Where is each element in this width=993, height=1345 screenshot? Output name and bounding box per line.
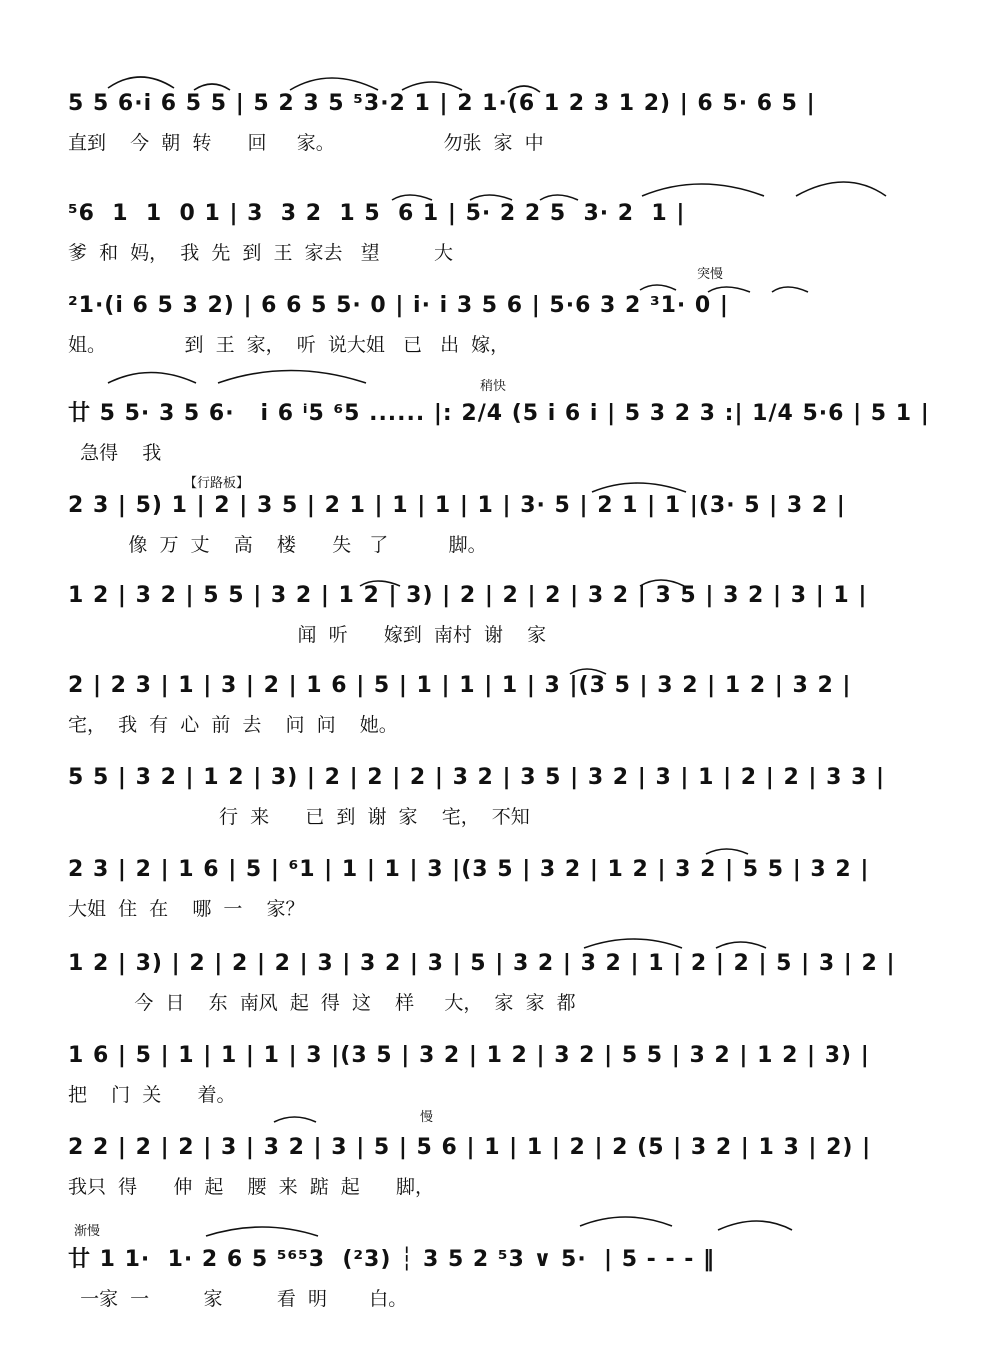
score-line: [68, 84, 918, 172]
lyrics-line: 急得 我: [68, 442, 162, 464]
lyrics-line: 姐。 到 王 家， 听 说大姐 已 出 嫁，: [68, 334, 510, 356]
score-line: [68, 1128, 918, 1216]
notation-line: 廿 1 1· 1· 2 6 5 ⁵⁶⁵3 (²3) ┆ 3 5 2 ⁵3 ∨ 5· | 5 - - - ‖: [68, 1247, 716, 1272]
lyrics-line: 直到 今 朝 转 回 家。 勿张 家 中: [68, 132, 544, 154]
score-line: [68, 1240, 918, 1328]
score-line: [68, 944, 918, 1032]
lyrics-line: 今 日 东 南风 起 得 这 样 大， 家 家 都: [68, 992, 576, 1014]
notation-line: 廿 5 5· 3 5 6· i 6 ⁱ5 ⁶5 ...... |: 2/4 (5 i 6 i | 5 3 2 3 :| 1/4 5·6 | 5 1 |: [68, 401, 930, 426]
tempo-mark-slow: 慢: [420, 1110, 434, 1125]
score-line: [68, 758, 918, 846]
notation-line: 5 5 | 3 2 | 1 2 | 3) | 2 | 2 | 2 | 3 2 | 3 5 | 3 2 | 3 | 1 | 2 | 2 | 3 3 |: [68, 765, 886, 790]
score-line: [68, 486, 918, 574]
score-line: [68, 666, 918, 754]
lyrics-line: 行 来 已 到 谢 家 宅， 不知: [68, 806, 530, 828]
notation-line: 1 2 | 3 2 | 5 5 | 3 2 | 1 2 | 3) | 2 | 2 | 2 | 3 2 | 3 5 | 3 2 | 3 | 1 |: [68, 583, 868, 608]
score-line: [68, 394, 930, 482]
lyrics-line: 闻 听 嫁到 南村 谢 家: [68, 624, 547, 646]
lyrics-line: 大姐 住 在 哪 一 家？: [68, 898, 305, 920]
lyrics-line: 一家 一 家 看 明 白。: [68, 1288, 408, 1310]
lyrics-line: 把 门 关 着。: [68, 1084, 236, 1106]
notation-line: ⁵6 1 1 0 1 | 3 3 2 1 5 6 1 | 5· 2 2 5 3· 2 1 |: [68, 201, 686, 226]
notation-line: 2 2 | 2 | 2 | 3 | 3 2 | 3 | 5 | 5 6 | 1 | 1 | 2 | 2 (5 | 3 2 | 1 3 | 2) |: [68, 1135, 872, 1160]
score-line: [68, 286, 918, 374]
score-line: [68, 850, 918, 938]
score-line: [68, 194, 918, 282]
notation-line: 2 3 | 2 | 1 6 | 5 | ⁶1 | 1 | 1 | 3 |(3 5 | 3 2 | 1 2 | 3 2 | 5 5 | 3 2 |: [68, 857, 870, 882]
notation-line: 1 6 | 5 | 1 | 1 | 1 | 3 |(3 5 | 3 2 | 1 2 | 3 2 | 5 5 | 3 2 | 1 2 | 3) |: [68, 1043, 870, 1068]
score-line: [68, 1036, 918, 1124]
notation-line: 5 5 6·i 6 5 5 | 5 2 3 5 ⁵3·2 1 | 2 1·(6 1 2 3 1 2) | 6 5· 6 5 |: [68, 91, 816, 116]
notation-line: 2 | 2 3 | 1 | 3 | 2 | 1 6 | 5 | 1 | 1 | 1 | 3 |(3 5 | 3 2 | 1 2 | 3 2 |: [68, 673, 852, 698]
lyrics-line: 爹 和 妈， 我 先 到 王 家去 望 大: [68, 242, 454, 264]
tempo-mark-walking: 【行路板】: [184, 476, 250, 491]
lyrics-line: 像 万 丈 高 楼 失 了 脚。: [68, 534, 487, 556]
score-line: [68, 576, 918, 664]
lyrics-line: 宅， 我 有 心 前 去 问 问 她。: [68, 714, 398, 736]
tempo-mark-gradually-slow: 渐慢: [74, 1224, 101, 1239]
lyrics-line: 我只 得 伸 起 腰 来 踮 起 脚，: [68, 1176, 435, 1198]
tempo-mark-sudden-slow: 突慢: [697, 267, 724, 282]
tempo-mark-slightly-fast: 稍快: [480, 379, 507, 394]
notation-line: ²1·(i 6 5 3 2) | 6 6 5 5· 0 | i· i 3 5 6 | 5·6 3 2 ³1· 0 |: [68, 293, 729, 318]
notation-line: 2 3 | 5) 1 | 2 | 3 5 | 2 1 | 1 | 1 | 1 | 3· 5 | 2 1 | 1 |(3· 5 | 3 2 |: [68, 493, 846, 518]
notation-line: 1 2 | 3) | 2 | 2 | 2 | 3 | 3 2 | 3 | 5 | 3 2 | 3 2 | 1 | 2 | 2 | 5 | 3 | 2 |: [68, 951, 896, 976]
